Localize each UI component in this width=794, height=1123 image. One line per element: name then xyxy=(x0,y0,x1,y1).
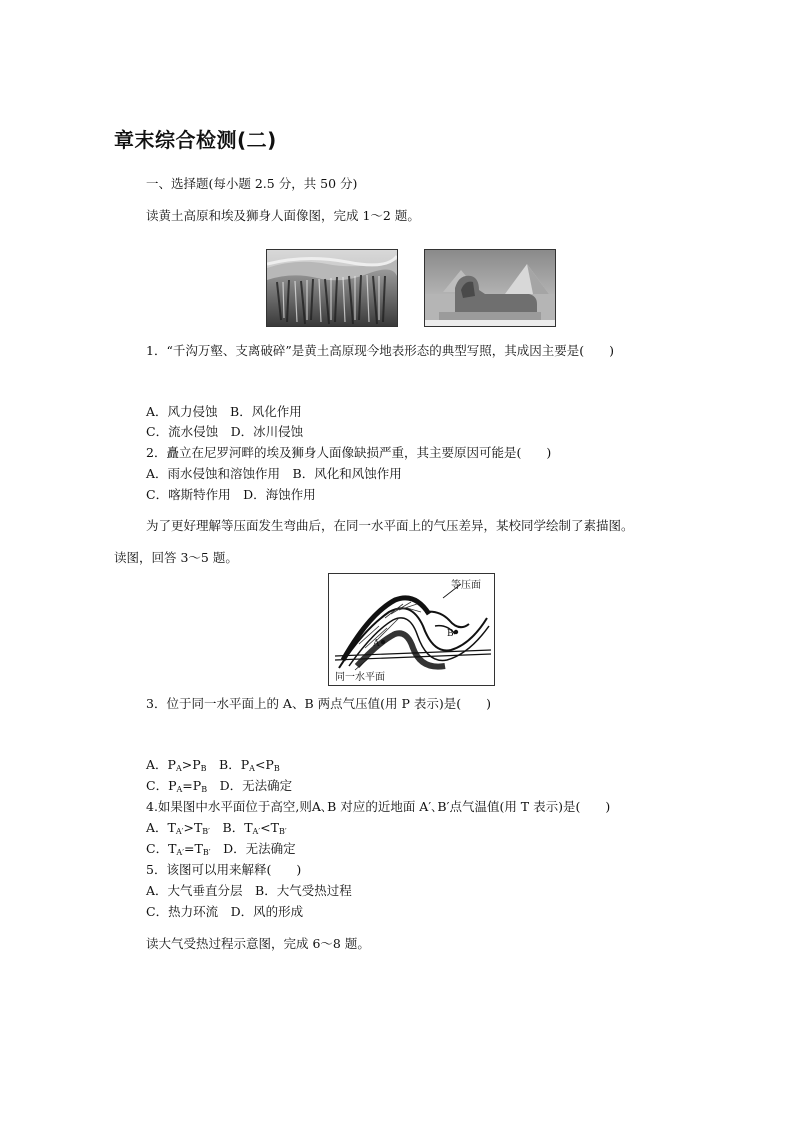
section-heading: 一、选择题(每小题 2.5 分，共 50 分) xyxy=(146,176,358,191)
intro-3-5-line2: 读图，回答 3～5 题。 xyxy=(114,550,238,565)
q4-stem: 4.如果图中水平面位于高空,则A､B 对应的近地面 A′､B′点气温值(用 T 表示)是( ) xyxy=(146,799,611,814)
intro-1-2: 读黄土高原和埃及狮身人面像图，完成 1～2 题。 xyxy=(146,208,420,223)
q1-options-ab: A．风力侵蚀 B．风化作用 xyxy=(146,404,302,419)
point-b-label: B xyxy=(447,629,454,639)
isobaric-surface-diagram xyxy=(328,573,495,686)
q5-stem: 5．该图可以用来解释( ) xyxy=(146,862,302,877)
q3-stem: 3．位于同一水平面上的 A、B 两点气压值(用 P 表示)是( ) xyxy=(146,696,491,711)
q5-options-ab: A．大气垂直分层 B．大气受热过程 xyxy=(146,883,352,898)
q3-options-ab: A．$P_A>P_B$ B．$P_A<P_B$ xyxy=(146,757,280,773)
q2-stem: 2．矗立在尼罗河畔的埃及狮身人面像缺损严重，其主要原因可能是( ) xyxy=(146,445,552,460)
intro-3-5-line1: 为了更好理解等压面发生弯曲后，在同一水平面上的气压差异，某校同学绘制了素描图。 xyxy=(146,518,634,533)
q1-stem: 1．“千沟万壑、支离破碎”是黄土高原现今地表形态的典型写照，其成因主要是( ) xyxy=(146,343,614,358)
intro-6-8: 读大气受热过程示意图，完成 6～8 题。 xyxy=(146,936,370,951)
q1-options-cd: C．流水侵蚀 D．冰川侵蚀 xyxy=(146,424,304,439)
horizontal-plane-label: 同一水平面 xyxy=(335,672,385,683)
loess-plateau-photo xyxy=(266,249,398,327)
q2-options-ab: A．雨水侵蚀和溶蚀作用 B．风化和风蚀作用 xyxy=(146,466,402,481)
q2-options-cd: C．喀斯特作用 D．海蚀作用 xyxy=(146,487,316,502)
sphinx-photo xyxy=(424,249,556,327)
q4-options-cd: C．$T_{A'}=T_{B'}$ D．无法确定 xyxy=(146,841,296,857)
q5-options-cd: C．热力环流 D．风的形成 xyxy=(146,904,304,919)
q3-options-cd: C．$P_A=P_B$ D．无法确定 xyxy=(146,778,293,794)
q4-options-ab: A．$T_{A'}>T_{B'}$ B．$T_{A'}<T_{B'}$ xyxy=(146,820,287,836)
page-title: 章末综合检测(二) xyxy=(114,128,277,152)
point-b xyxy=(454,630,458,634)
point-a-label: A xyxy=(373,639,380,649)
point-a xyxy=(381,640,385,644)
isobar-label: 等压面 xyxy=(451,580,481,591)
